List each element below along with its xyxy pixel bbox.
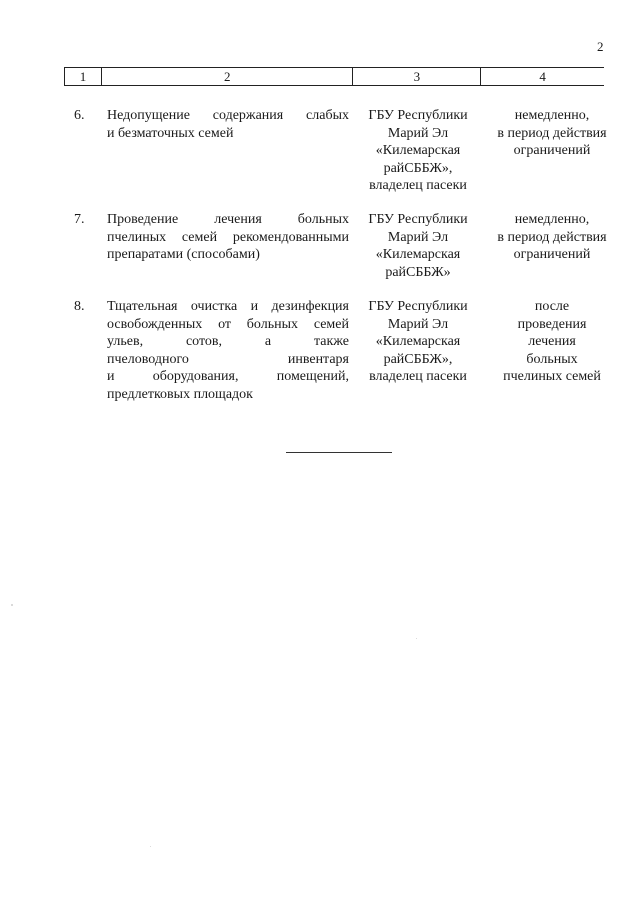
- deadline: [485, 107, 619, 160]
- responsible-party: [353, 107, 483, 195]
- responsible-line: «Килемарская: [375, 143, 461, 158]
- row-number: 8.: [74, 299, 85, 314]
- responsible-party: [353, 211, 483, 281]
- description-line: пчеловодного инвентаря: [107, 351, 349, 367]
- measure-description: [107, 211, 349, 264]
- scan-speck: [150, 846, 151, 847]
- description-line: пчелиных семей рекомендованными: [107, 229, 349, 245]
- header-cell-3: 3: [353, 68, 481, 85]
- deadline-line: ограничений: [513, 143, 591, 158]
- responsible-line: ГБУ Республики: [368, 299, 468, 314]
- measure-description: [107, 298, 349, 403]
- deadline-line: лечения: [528, 334, 576, 349]
- deadline-line: пчелиных семей: [503, 369, 601, 384]
- responsible-line: владелец пасеки: [369, 178, 467, 193]
- deadline-line: немедленно,: [514, 108, 590, 123]
- description-line: препаратами (способами): [107, 247, 260, 262]
- deadline-line: после: [534, 299, 570, 314]
- responsible-line: ГБУ Республики: [368, 108, 468, 123]
- responsible-line: Марий Эл: [387, 125, 449, 141]
- deadline-line: в период действия: [497, 125, 607, 141]
- deadline-line: больных: [526, 351, 578, 367]
- scan-speck: [416, 638, 417, 639]
- closing-rule: [286, 452, 392, 453]
- deadline-line: немедленно,: [514, 212, 590, 227]
- description-line: предлетковых площадок: [107, 386, 253, 402]
- scan-speck: [11, 604, 13, 606]
- description-line: Недопущение содержания слабых: [107, 108, 349, 123]
- header-cell-2: 2: [102, 68, 354, 85]
- description-line: Проведение лечения больных: [107, 212, 349, 227]
- description-line: и оборудования, помещений,: [107, 369, 349, 384]
- responsible-line: райСББЖ»,: [383, 351, 453, 367]
- deadline-line: проведения: [517, 316, 587, 332]
- responsible-line: Марий Эл: [387, 316, 449, 332]
- deadline-line: ограничений: [513, 247, 591, 262]
- responsible-line: ГБУ Республики: [368, 212, 468, 227]
- table-header-row: [64, 67, 604, 86]
- responsible-line: владелец пасеки: [369, 369, 467, 384]
- responsible-line: «Килемарская: [375, 247, 461, 262]
- page-number: 2: [597, 39, 604, 54]
- header-cell-1: 1: [65, 68, 102, 85]
- responsible-line: райСББЖ»,: [383, 160, 453, 176]
- responsible-line: Марий Эл: [387, 229, 449, 245]
- deadline-line: в период действия: [497, 229, 607, 245]
- responsible-line: райСББЖ»: [385, 264, 451, 280]
- header-cell-4: 4: [539, 69, 546, 84]
- description-line: освобожденных от больных семей: [107, 316, 349, 332]
- measure-description: [107, 107, 349, 142]
- description-line: ульев, сотов, а также: [107, 334, 349, 349]
- description-line: Тщательная очистка и дезинфекция: [107, 299, 349, 314]
- row-number: 7.: [74, 212, 85, 227]
- responsible-line: «Килемарская: [375, 334, 461, 349]
- description-line: и безматочных семей: [107, 125, 234, 141]
- deadline: [485, 298, 619, 386]
- responsible-party: [353, 298, 483, 386]
- deadline: [485, 211, 619, 264]
- row-number: 6.: [74, 108, 85, 123]
